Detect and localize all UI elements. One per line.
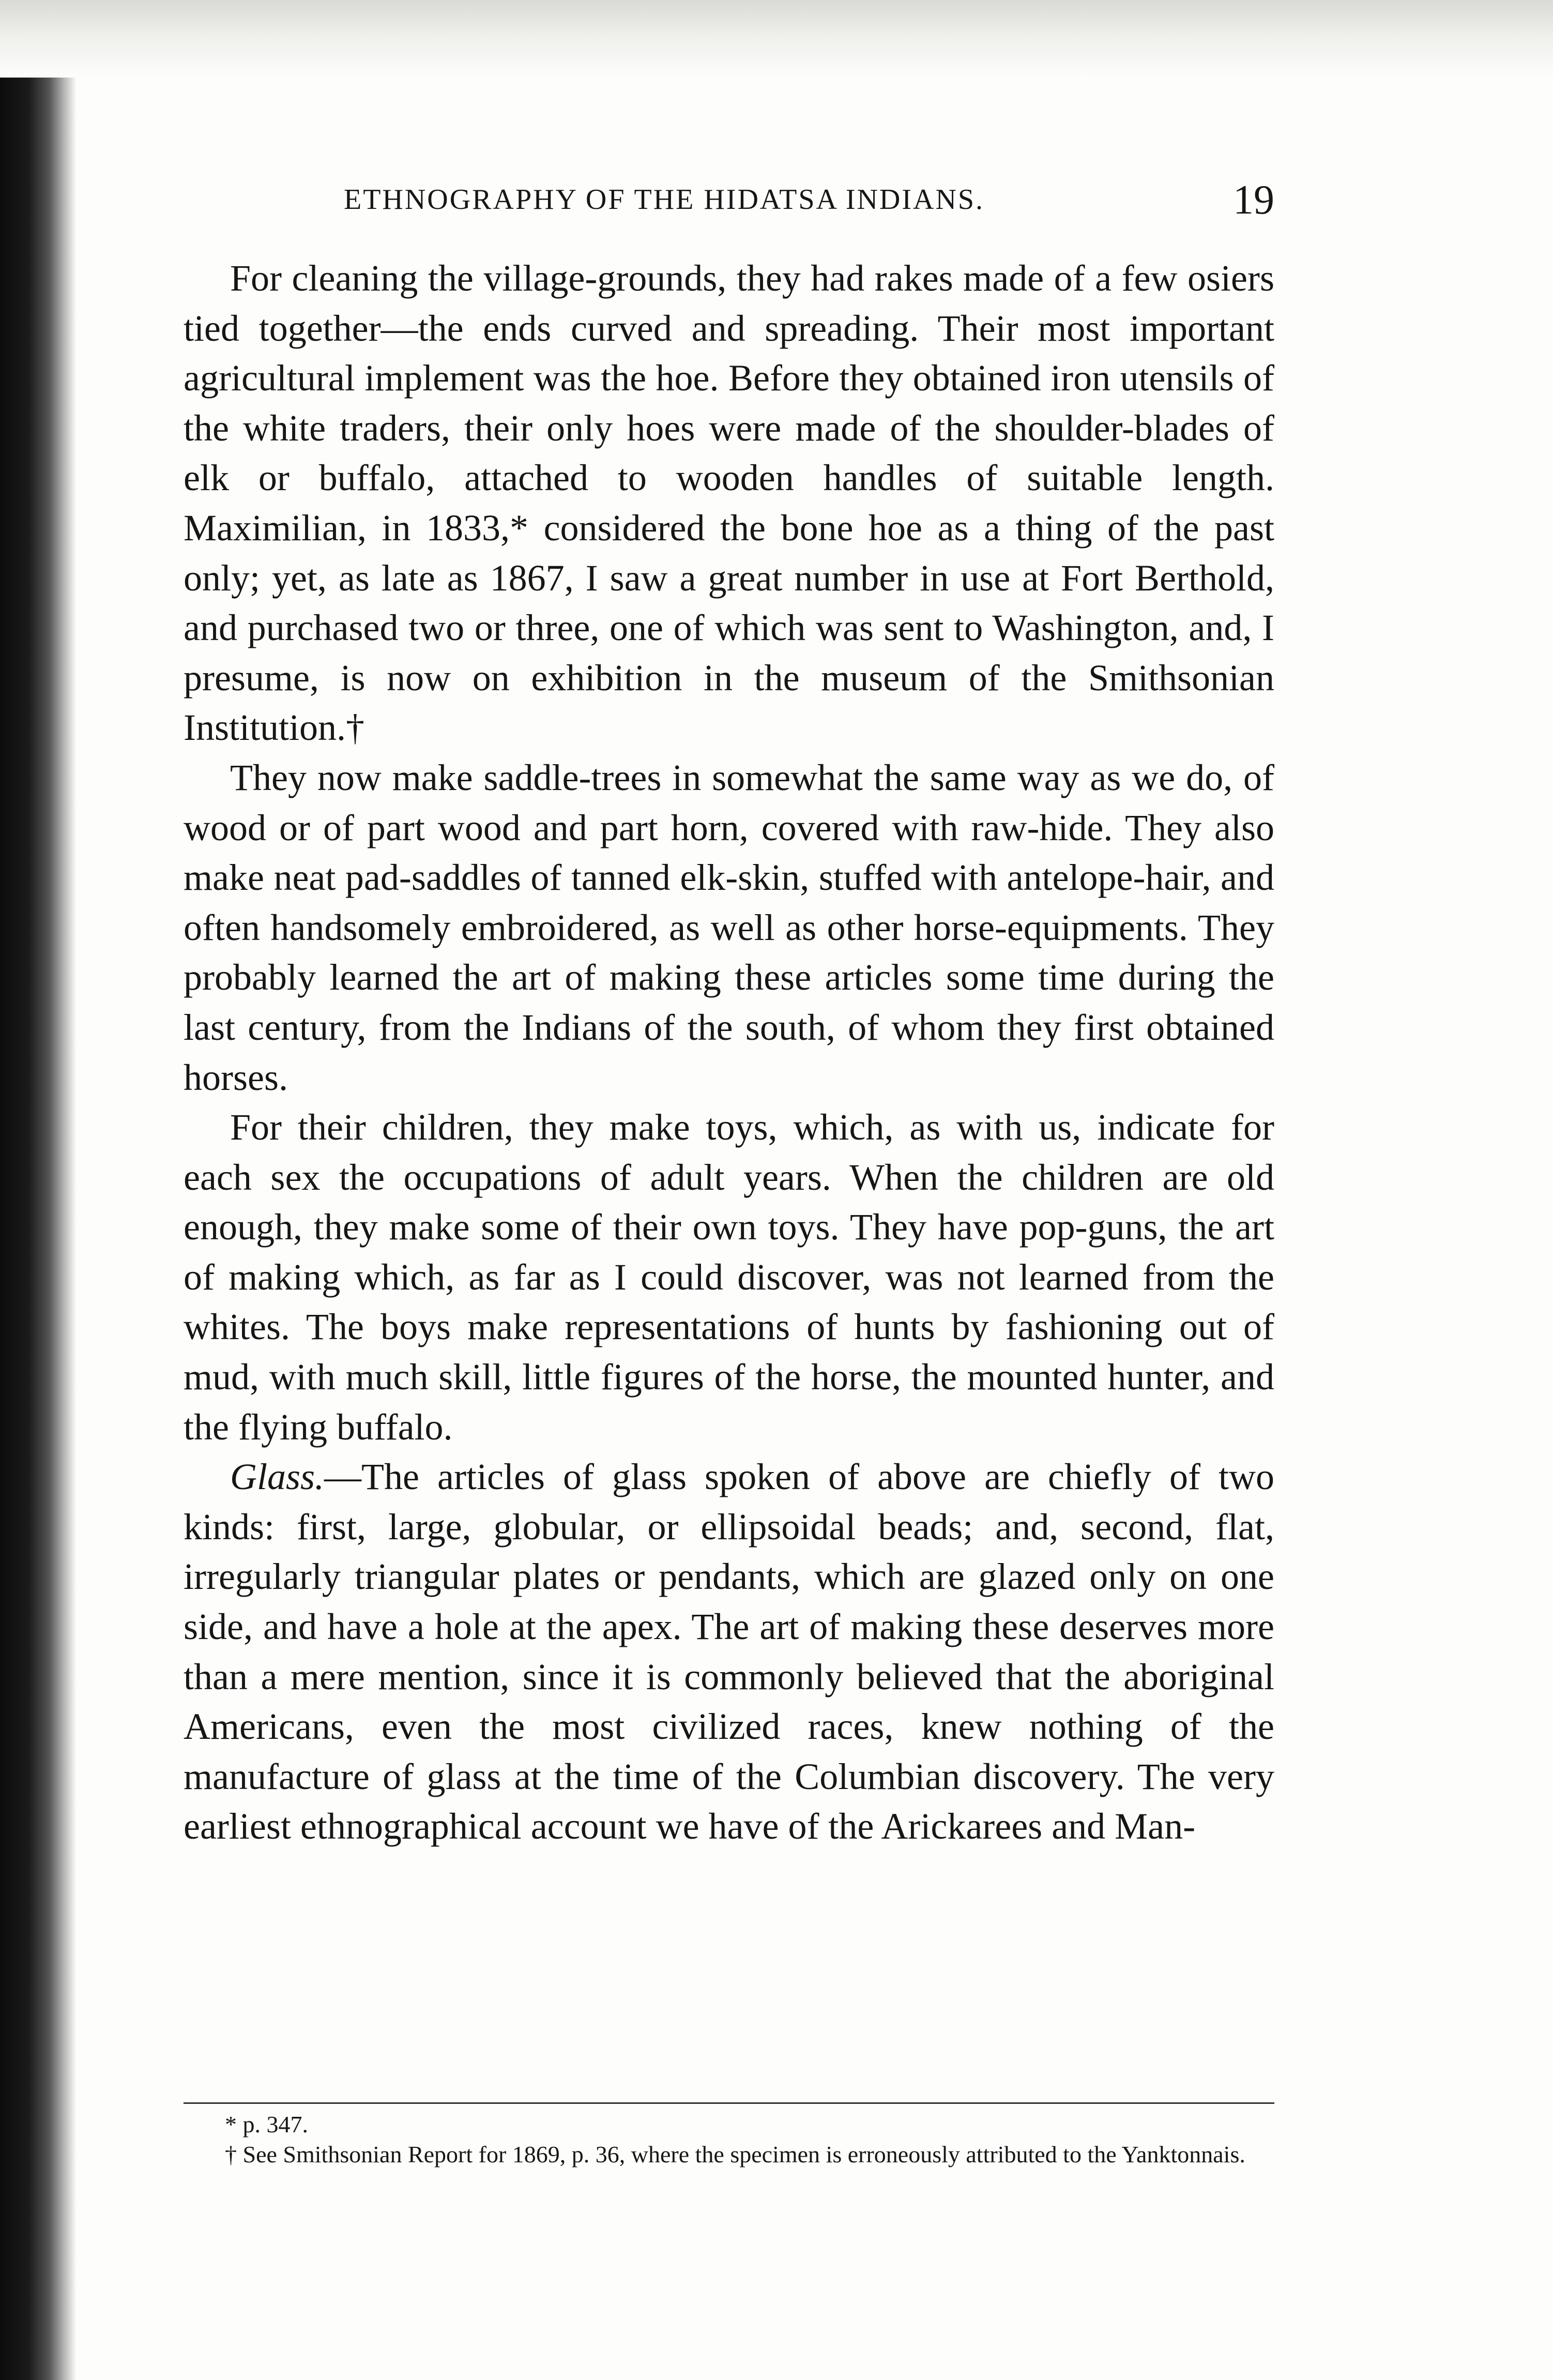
glass-heading: Glass. (230, 1456, 325, 1498)
paragraph-village-grounds: For cleaning the village-grounds, they had rakes made of a few osiers tied together—the ends curved and spreading. Their most important agricultural implement was the hoe. Before they obtained iron utensils of the white traders, their only hoes were made of the shoulder-blades of elk or buffalo, attached to wooden handles of suitable length. Maximilian, in 1833,* considered the bone hoe as a thing of the past only; yet, as late as 1867, I saw a great number in use at Fort Berthold, and purchased two or three, one of which was sent to Washington, and, I presume, is now on exhibition in the museum of the Smithsonian Institution.† (184, 257, 1274, 749)
page-number: 19 (1233, 177, 1274, 223)
glass-paragraph-text: —The articles of glass spoken of above are chiefly of two kinds: first, large, globular, or ellipsoidal beads; and, second, flat, irregularly triangular plates or pendants, which are glazed only on one side, and have a hole at the apex. The art of making these deserves more than a mere mention, since it is commonly believed that the aboriginal Americans, even the most civilized races, knew nothing of the manufacture of glass at the time of the Columbian discovery. The very earliest ethnographical account we have of the Arickarees and Man- (184, 1456, 1274, 1847)
page-binding-edge (0, 78, 77, 2380)
running-title: ETHNOGRAPHY OF THE HIDATSA INDIANS. (344, 184, 985, 216)
paragraph-saddle-trees: They now make saddle-trees in somewhat the same way as we do, of wood or of part wood and part horn, covered with raw-hide. They also make neat pad-saddles of tanned elk-skin, stuffed with antelope-hair, and often handsomely embroidered, as well as other horse-equipments. They probably learned the art of making these articles some time during the last century, from the Indians of the south, of whom they first obtained horses. (184, 756, 1274, 1098)
paragraph-glass (184, 1452, 1274, 1852)
page-top-edge (0, 0, 1553, 78)
footnote-smithsonian: † See Smithsonian Report for 1869, p. 36, where the specimen is erroneously attributed to the Yanktonnais. (225, 2141, 1245, 2167)
body-text (184, 253, 1274, 1852)
footnotes (184, 2110, 1274, 2170)
running-head (184, 177, 1274, 230)
footnote-maximilian: * p. 347. (225, 2111, 308, 2138)
footnote-rule (184, 2102, 1274, 2104)
paragraph-toys: For their children, they make toys, which, as with us, indicate for each sex the occupations of adult years. When the children are old enough, they make some of their own toys. They have pop-guns, the art of making which, as far as I could discover, was not learned from the whites. The boys make representations of hunts by fashioning out of mud, with much skill, little figures of the horse, the mounted hunter, and the flying buffalo. (184, 1106, 1274, 1448)
